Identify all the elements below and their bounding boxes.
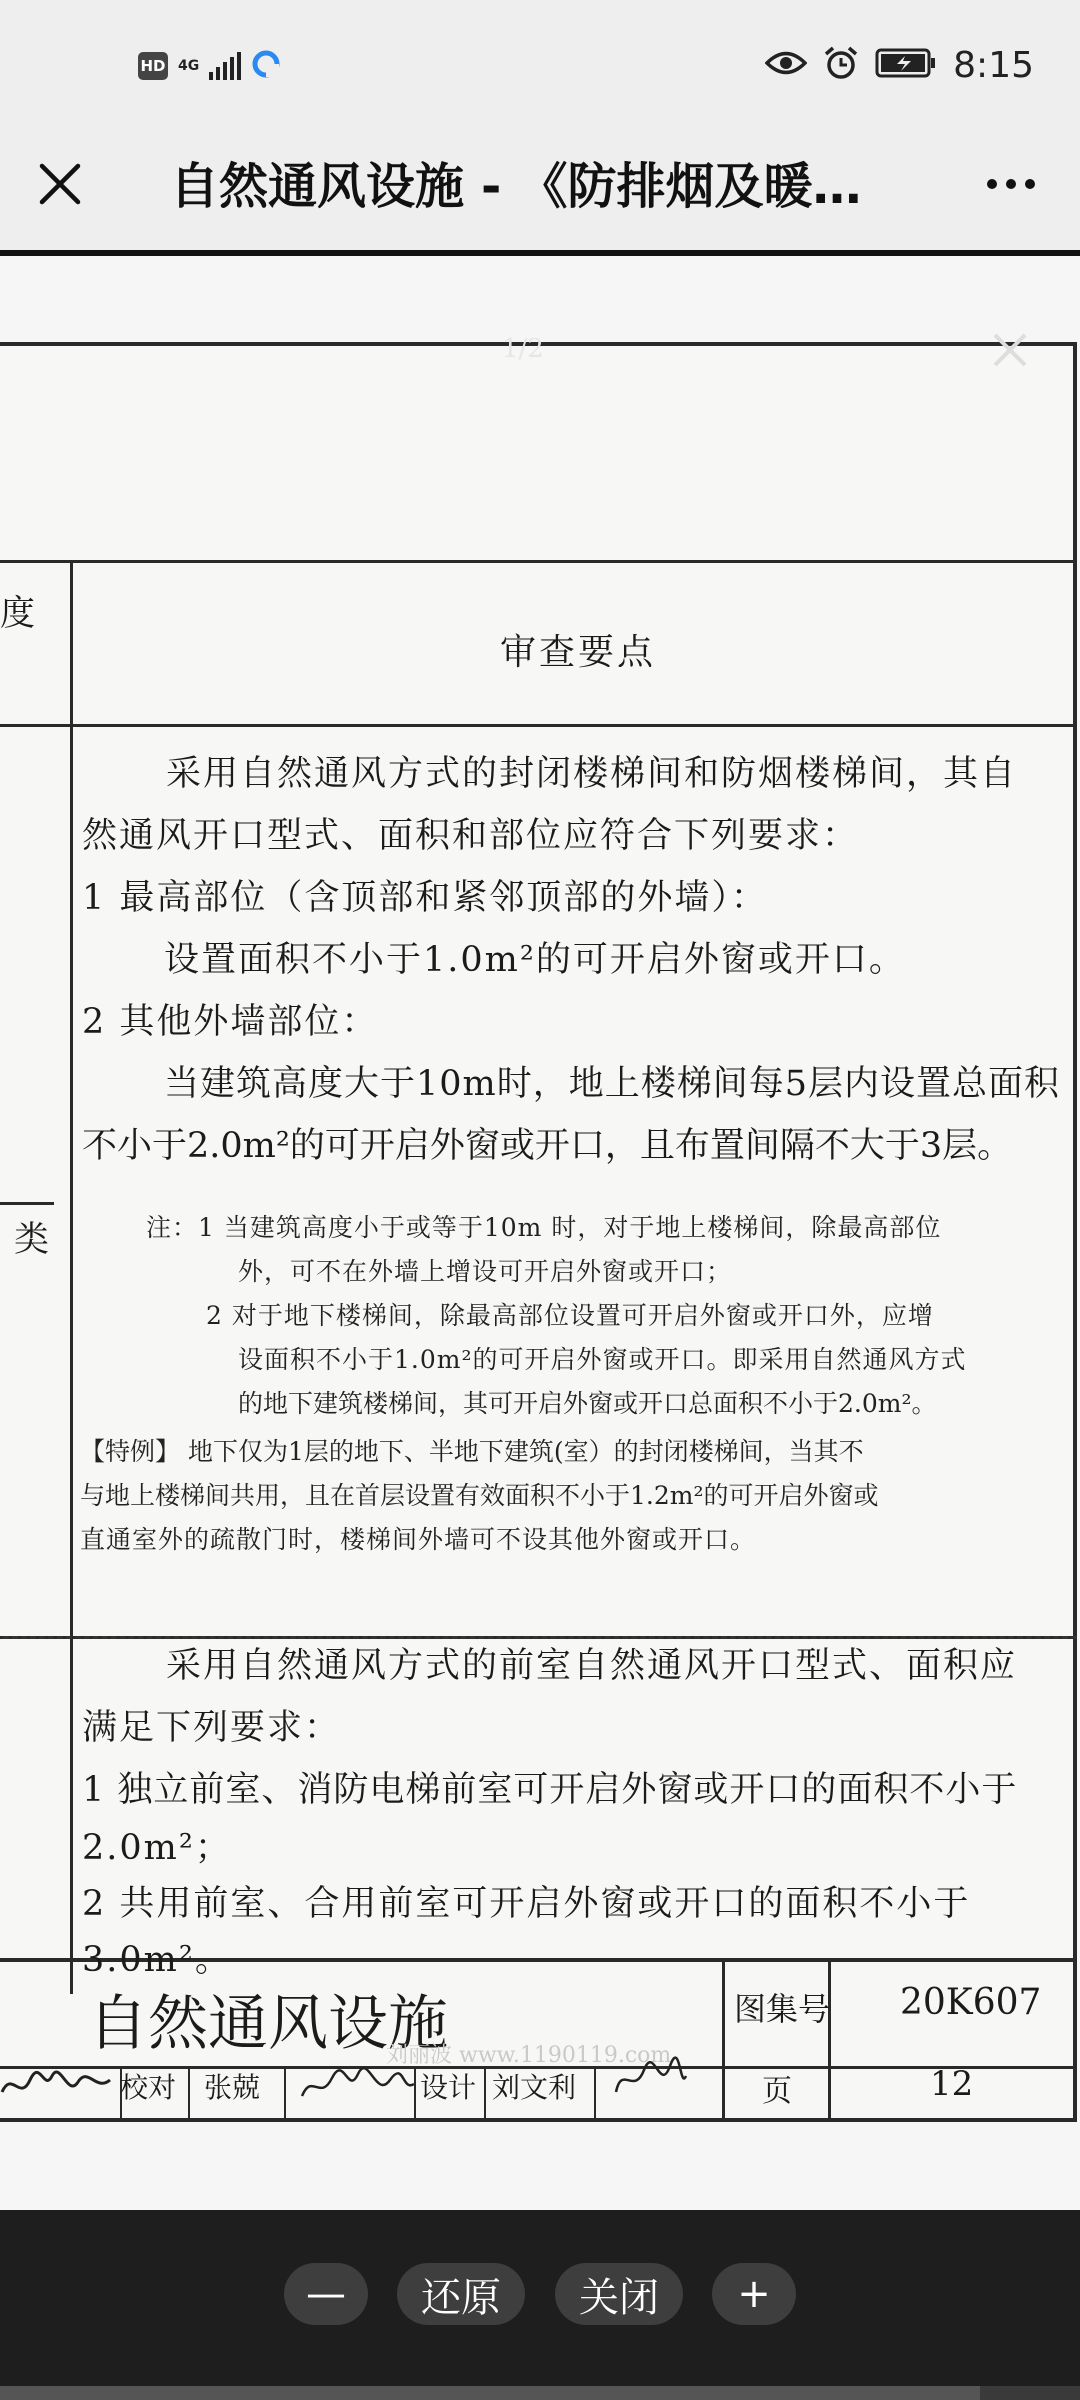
tb-col2 [828,1958,831,2122]
scroll-indicator [0,2386,980,2400]
tb-div-b [188,2066,190,2122]
rule-header [0,724,1077,727]
page-label: 页 [762,2074,792,2109]
column-divider [70,560,73,1994]
navigation-bar[interactable] [0,2386,1080,2400]
zoom-in-button[interactable]: + [712,2263,796,2325]
note-special: 直通室外的疏散门时，楼梯间外墙可不设其他外窗或开口。 [80,1525,757,1554]
sec2-line: 满足下列要求： [82,1708,342,1748]
sec1-line: 然通风开口型式、面积和部位应符合下列要求： [82,816,860,856]
note-line: 外，可不在外墙上增设可开启外窗或开口； [238,1257,733,1286]
checker-name: 张兢 [204,2071,261,2104]
tb-div-c [284,2066,286,2122]
tb-col1 [722,1958,725,2122]
left-col-class: 类 [14,1220,50,1260]
sec1-line: 当建筑高度大于10m时，地上楼梯间每5层内设置总面积 [164,1064,1060,1104]
page-number: 12 [930,2064,974,2104]
more-icon [987,179,997,189]
note-line: 注：1 当建筑高度小于或等于10m 时，对于地上楼梯间，除最高部位 [146,1213,942,1242]
sec1-line: 不小于2.0m²的可开启外窗或开口，且布置间隔不大于3层。 [82,1126,1013,1166]
note-line: 设面积不小于1.0m²的可开启外窗或开口。即采用自然通风方式 [238,1345,967,1374]
note-special: 【特例】 地下仅为1层的地下、半地下建筑(室）的封闭楼梯间，当其不 [80,1437,864,1466]
note-special: 与地上楼梯间共用，且在首层设置有效面积不小于1.2m²的可开启外窗或 [80,1481,879,1510]
sec1-line: 采用自然通风方式的封闭楼梯间和防烟楼梯间，其自 [166,754,1018,794]
reset-button[interactable]: 还原 [397,2263,525,2325]
sec1-line: 2 其他外墙部位： [82,1002,379,1042]
sync-icon [251,49,281,83]
page-indicator: 1/2 [502,334,544,364]
alarm-icon [823,45,859,85]
sec2-line: 2 共用前室、合用前室可开启外窗或开口的面积不小于 [82,1884,971,1924]
sec1-line: 1 最高部位（含顶部和紧邻顶部的外墙）： [82,878,768,918]
left-col-degree: 度 [0,594,36,634]
atlas-label: 图集号 [734,1990,831,2028]
sec2-line: 2.0m²； [82,1828,232,1868]
document-viewer[interactable] [0,256,1080,2210]
viewer-controls [0,2210,1080,2400]
sec2-line: 采用自然通风方式的前室自然通风开口型式、面积应 [166,1646,1018,1686]
eye-icon [765,48,807,82]
zoom-out-button[interactable]: — [284,2263,368,2325]
sec2-line: 3.0m²。 [82,1940,232,1980]
check-label: 校对 [120,2071,177,2104]
status-right [765,40,1034,90]
designer-name: 刘文利 [492,2071,577,2104]
status-bar [0,0,1080,126]
note-line: 2 对于地下楼梯间，除最高部位设置可开启外窗或开口外，应增 [206,1301,934,1330]
network-type: 4G [178,58,200,74]
rule-left-small [0,1202,54,1205]
atlas-number: 20K607 [900,1982,1042,2023]
more-options-button[interactable] [976,152,1046,216]
status-left [138,44,281,88]
watermark: 刘丽波 www.1190119.com [386,2043,672,2068]
tb-div-f [594,2066,596,2122]
signature-1 [0,2062,120,2106]
tb-div-e [484,2066,486,2122]
drawing-title: 自然通风设施 [88,1989,448,2059]
close-button[interactable] [28,152,92,216]
close-viewer-button[interactable]: 关闭 [555,2263,683,2325]
hd-badge: HD [138,52,168,80]
sec1-line: 设置面积不小于1.0m²的可开启外窗或开口。 [164,940,906,980]
close-icon [36,160,84,208]
signal-icon [209,52,241,80]
image-close-button[interactable] [990,330,1030,370]
toolbar [0,126,1080,250]
design-label: 设计 [420,2071,477,2104]
note-line: 的地下建筑楼梯间，其可开启外窗或开口总面积不小于2.0m²。 [238,1389,937,1418]
battery-icon [875,47,937,83]
sec2-line: 1 独立前室、消防电梯前室可开启外窗或开口的面积不小于 [82,1770,1018,1810]
page-title: 自然通风设施 - 《防排烟及暖… [170,158,862,215]
rule-top [0,560,1077,563]
signature-3 [610,2056,690,2104]
signature-2 [298,2062,418,2106]
review-header: 审查要点 [500,632,657,673]
close-icon [990,330,1030,370]
clock: 8:15 [953,44,1034,86]
